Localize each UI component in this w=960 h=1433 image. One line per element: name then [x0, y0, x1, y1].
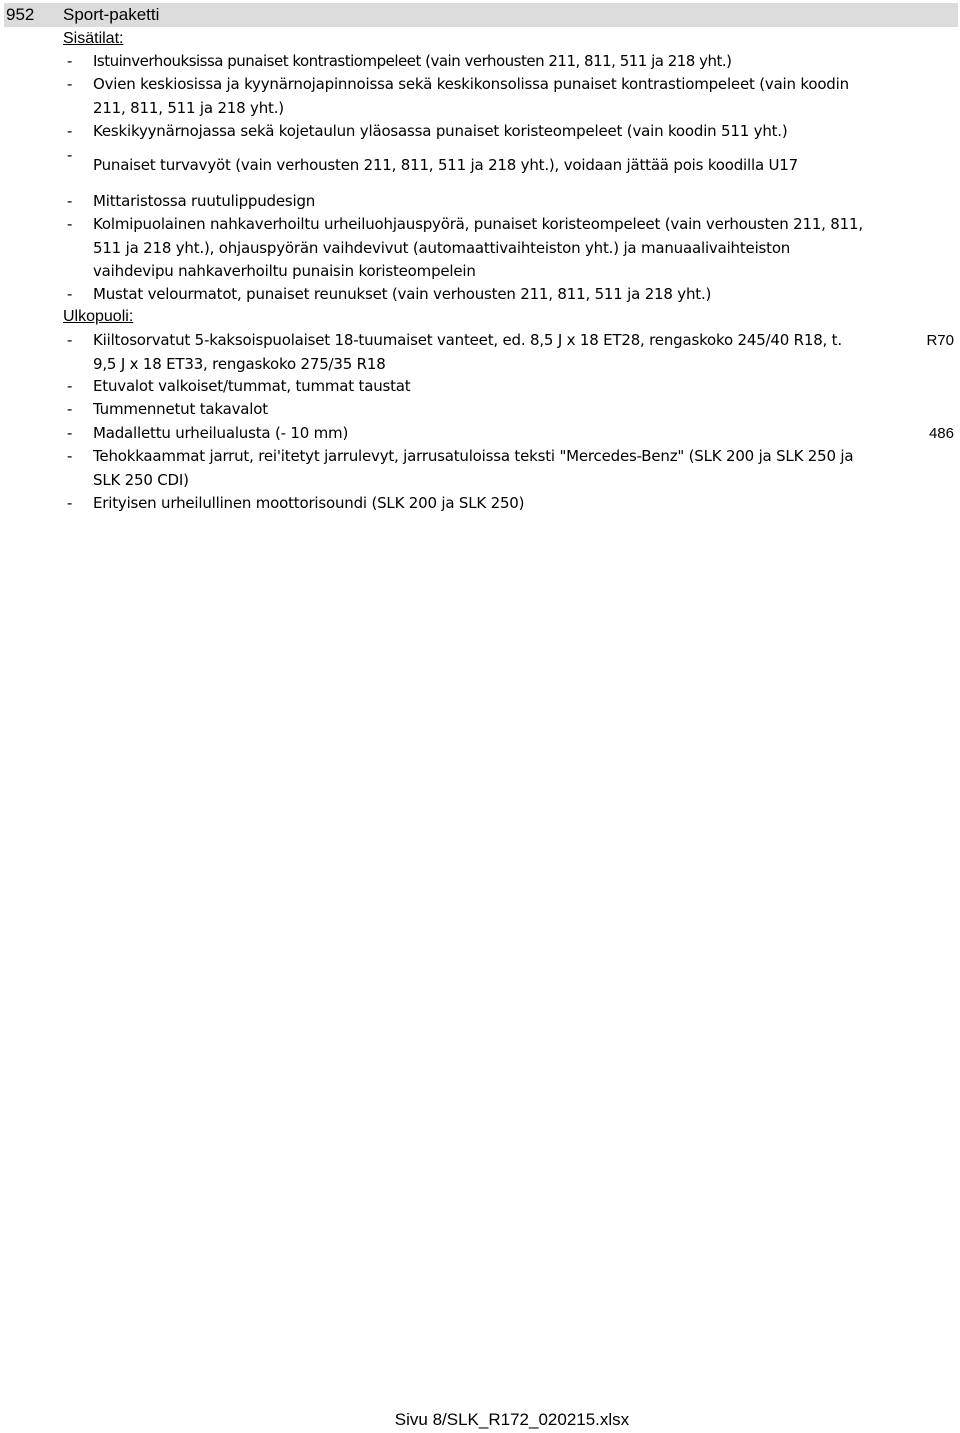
list-item	[63, 375, 863, 399]
list-item	[63, 213, 863, 284]
page-footer: Sivu 8/SLK_R172_020215.xlsx	[394, 1410, 630, 1429]
list-dash: -	[67, 147, 73, 164]
list-item-text: Mustat velourmatot, punaiset reunukset (vain verhousten 211, 811, 511 ja 218 yht.)	[93, 285, 712, 303]
list-item-text: Keskikyynärnojassa sekä kojetaulun yläosassa punaiset koristeompeleet (vain koodin 511 yht.)	[93, 122, 788, 140]
list-dash: -	[67, 378, 73, 395]
list-item	[63, 492, 863, 516]
list-item-text: Erityisen urheilullinen moottorisoundi (SLK 200 ja SLK 250)	[93, 494, 525, 512]
interior-heading: Sisätilat:	[63, 30, 124, 47]
list-dash: -	[67, 425, 73, 442]
list-item-text: Etuvalot valkoiset/tummat, tummat taustat	[93, 377, 411, 395]
list-item	[63, 120, 863, 144]
list-item	[63, 73, 863, 120]
list-dash: -	[67, 332, 73, 349]
list-dash: -	[67, 495, 73, 512]
list-dash: -	[67, 401, 73, 418]
list-dash: -	[67, 53, 73, 70]
list-item-text: Mittaristossa ruutulippudesign	[93, 192, 316, 210]
exterior-heading: Ulkopuoli:	[63, 308, 134, 325]
list-item	[63, 398, 863, 422]
list-dash: -	[67, 123, 73, 140]
list-item-text: Kolmipuolainen nahkaverhoiltu urheiluohjauspyörä, punaiset koristeompeleet (vain verhousten 211, 811, 511 ja 218 yht.), ohjauspyörän vaihdevivut (automaattivaihteiston yht.) ja manuaalivaihteiston vaihdevipu nahkaverhoiltu punaisin koristeompelein	[93, 215, 863, 280]
list-item-text: Istuinverhouksissa punaiset kontrastiompeleet (vain verhousten 211, 811, 511 ja 218 yht.)	[93, 52, 732, 70]
list-item-text: Ovien keskiosissa ja kyynärnojapinnoissa sekä keskikonsolissa punaiset kontrastiompeleet (vain koodin 211, 811, 511 ja 218 yht.)	[93, 75, 849, 117]
list-item	[63, 329, 863, 376]
list-item	[63, 190, 863, 214]
list-item-text: Tummennetut takavalot	[93, 400, 268, 418]
option-code-suspension: 486	[928, 425, 954, 442]
list-dash: -	[67, 193, 73, 210]
list-dash: -	[67, 76, 73, 93]
list-dash: -	[67, 216, 73, 233]
list-dash: -	[67, 286, 73, 303]
list-item-text: Tehokkaammat jarrut, rei'itetyt jarrulevyt, jarrusatuloissa teksti "Mercedes-Benz" (SLK 200 ja SLK 250 ja SLK 250 CDI)	[93, 447, 854, 489]
list-item-text: Madallettu urheilualusta (- 10 mm)	[93, 424, 349, 442]
option-code-wheels: R70	[926, 332, 954, 349]
list-item	[63, 144, 863, 178]
list-item	[63, 445, 863, 492]
list-item	[63, 50, 863, 74]
list-item-text: Punaiset turvavyöt (vain verhousten 211, 811, 511 ja 218 yht.), voidaan jättää pois koodilla U17	[93, 156, 798, 174]
list-item	[63, 283, 863, 307]
list-item-text: Kiiltosorvatut 5-kaksoispuolaiset 18-tuumaiset vanteet, ed. 8,5 J x 18 ET28, rengaskoko 245/40 R18, t. 9,5 J x 18 ET33, rengaskoko 275/35 R18	[93, 331, 842, 373]
package-title: Sport-paketti	[63, 5, 160, 24]
list-dash: -	[67, 448, 73, 465]
list-item	[63, 422, 863, 446]
package-code: 952	[6, 5, 35, 24]
